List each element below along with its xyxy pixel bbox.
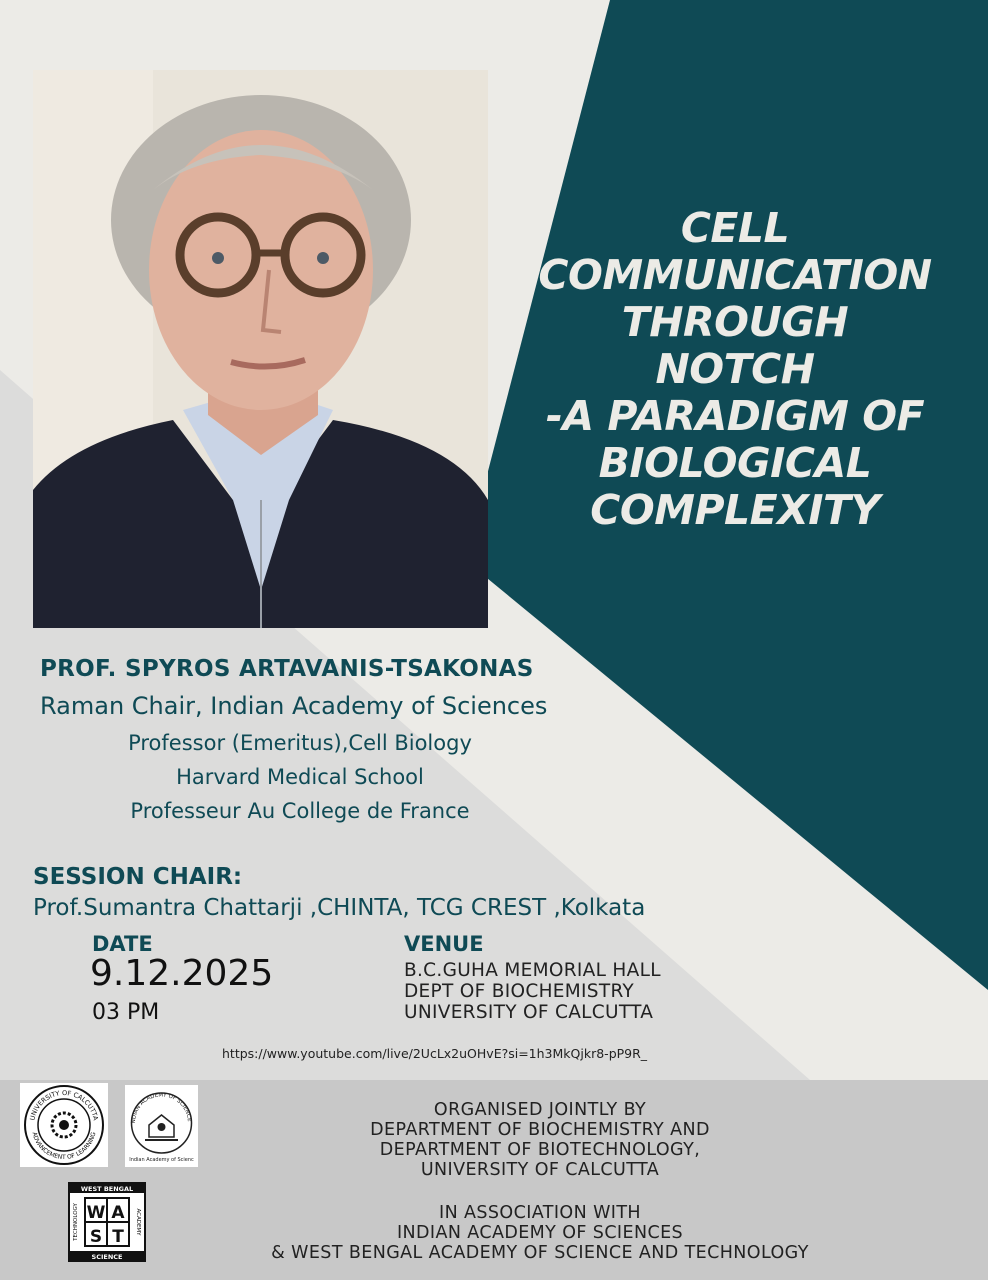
title-line: COMMUNICATION xyxy=(538,251,932,299)
association-line: IN ASSOCIATION WITH xyxy=(439,1203,641,1223)
university-of-calcutta-logo xyxy=(20,1083,108,1167)
organiser-line: DEPARTMENT OF BIOCHEMISTRY AND xyxy=(370,1120,710,1140)
ias-ring-text: NDIAN ACADEMY OF SCIENCE xyxy=(130,1092,192,1124)
speaker-role: Raman Chair, Indian Academy of Sciences xyxy=(40,692,548,720)
speaker-affiliation: Professeur Au College de France xyxy=(130,799,470,823)
speaker-photo xyxy=(33,70,488,628)
association-line: & WEST BENGAL ACADEMY OF SCIENCE AND TECHNOLOGY xyxy=(271,1243,809,1263)
wast-letter: A xyxy=(111,1203,125,1223)
organiser-line: DEPARTMENT OF BIOTECHNOLOGY, xyxy=(379,1140,701,1160)
title-line: CELL xyxy=(680,204,790,252)
speaker-affiliation: Professor (Emeritus),Cell Biology xyxy=(128,731,472,755)
seal-bottom-text: ADVANCEMENT OF LEARNING xyxy=(30,1131,98,1162)
association-line: INDIAN ACADEMY OF SCIENCES xyxy=(396,1223,684,1243)
venue-line: B.C.GUHA MEMORIAL HALL xyxy=(404,960,661,981)
speaker-name: PROF. SPYROS ARTAVANIS-TSAKONAS xyxy=(40,656,534,682)
date-label: DATE xyxy=(92,932,153,956)
time-value: 03 PM xyxy=(92,1000,160,1025)
ias-caption: Indian Academy of Scienc xyxy=(129,1157,194,1163)
session-chair-name: Prof.Sumantra Chattarji ,CHINTA, TCG CREST ,Kolkata xyxy=(33,895,646,921)
date-value: 9.12.2025 xyxy=(90,953,274,994)
livestream-link[interactable]: https://www.youtube.com/live/2UcLx2uOHvE?si=1h3MkQjkr8-pP9R_ xyxy=(222,1046,648,1061)
venue-line: DEPT OF BIOCHEMISTRY xyxy=(404,981,635,1002)
venue-line: UNIVERSITY OF CALCUTTA xyxy=(404,1002,654,1023)
wast-bottom-text: SCIENCE xyxy=(91,1253,123,1261)
organiser-line: ORGANISED JOINTLY BY xyxy=(433,1100,647,1120)
title-line: COMPLEXITY xyxy=(590,486,880,534)
organiser-line: UNIVERSITY OF CALCUTTA xyxy=(420,1160,660,1180)
wast-left-text: TECHNOLOGY xyxy=(73,1203,79,1241)
wast-letter: W xyxy=(86,1203,106,1223)
title-line: -A PARADIGM OF xyxy=(545,392,925,440)
title-line: THROUGH xyxy=(621,298,849,346)
wast-letter: T xyxy=(112,1227,124,1247)
talk-title xyxy=(505,205,965,534)
wast-right-text: ACADEMY xyxy=(135,1208,141,1236)
venue-label: VENUE xyxy=(404,932,484,956)
title-line: BIOLOGICAL xyxy=(598,439,872,487)
title-line: NOTCH xyxy=(655,345,815,393)
university-seal-icon xyxy=(20,1083,108,1167)
speaker-affiliation: Harvard Medical School xyxy=(176,765,424,789)
session-chair-label: SESSION CHAIR: xyxy=(33,864,243,890)
wast-letter: S xyxy=(89,1227,103,1247)
wast-top-text: WEST BENGAL xyxy=(80,1185,134,1193)
seal-top-text: UNIVERSITY OF CALCUTTA xyxy=(28,1088,100,1122)
